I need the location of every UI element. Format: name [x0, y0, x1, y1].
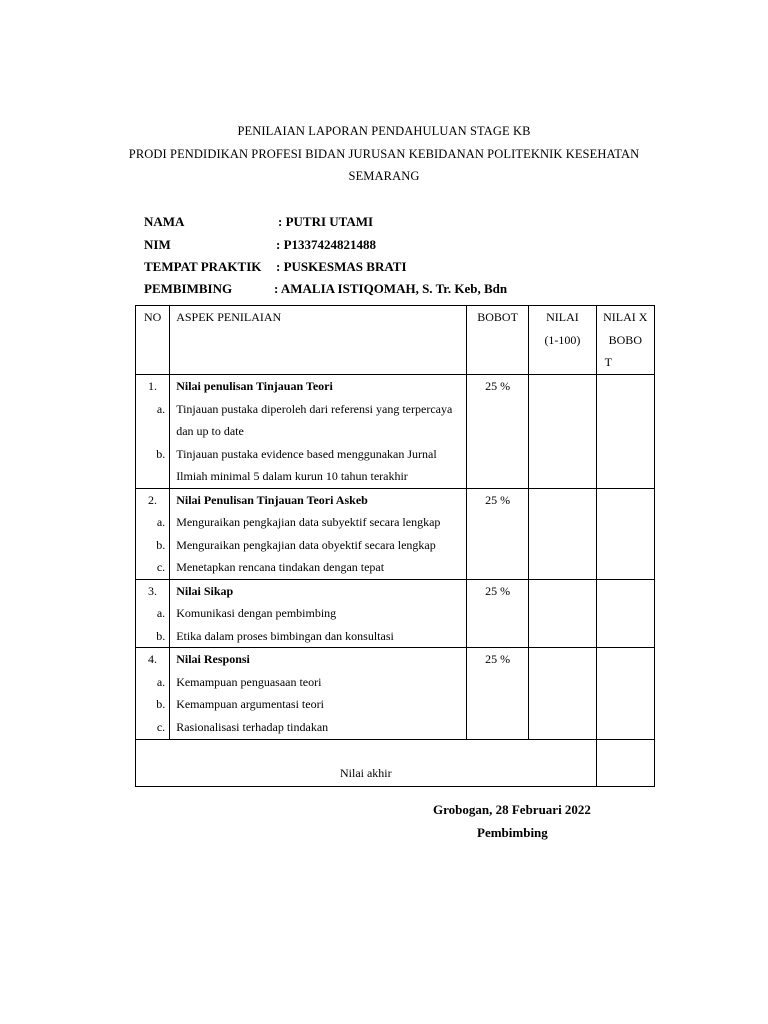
- section-nilai-cell[interactable]: [529, 648, 596, 740]
- section-no-cell: [136, 488, 170, 579]
- item-letter: b.: [156, 628, 166, 643]
- final-score-row: [136, 740, 655, 787]
- item-letter: a.: [156, 606, 166, 620]
- item-letter: a.: [156, 515, 166, 529]
- section-aspek-cell: [170, 579, 467, 648]
- section-title: Nilai penulisan Tinjauan Teori: [176, 379, 333, 393]
- section-nilai-x-bobot-cell[interactable]: [596, 579, 654, 648]
- item-text: Tinjauan pustaka evidence based menggunakan Jurnal: [176, 446, 437, 461]
- header-no: NO: [136, 306, 170, 375]
- final-score-label: Nilai akhir: [136, 740, 597, 787]
- item-text: Kemampuan penguasaan teori: [176, 674, 322, 689]
- section-title: Nilai Penulisan Tinjauan Teori Askeb: [176, 492, 368, 507]
- item-letter: b.: [156, 697, 166, 711]
- document-title: PENILAIAN LAPORAN PENDAHULUAN STAGE KB: [237, 124, 531, 138]
- section-nilai-cell[interactable]: [529, 579, 596, 648]
- section-no-cell: [136, 375, 170, 489]
- item-letter: [136, 420, 169, 443]
- section-title: Nilai Sikap: [176, 583, 234, 598]
- table-row: [136, 648, 655, 740]
- header-nx-line2: BOBO: [608, 332, 642, 347]
- item-letter: a.: [156, 401, 166, 416]
- item-text: Tinjauan pustaka diperoleh dari referensi yang terpercaya: [176, 401, 453, 416]
- section-number: 1.: [148, 379, 157, 393]
- signature-place-date: Grobogan, 28 Februari 2022: [433, 802, 591, 817]
- table-row: [136, 579, 655, 648]
- final-score-cell[interactable]: [596, 740, 654, 787]
- item-text: Ilmiah minimal 5 dalam kurun 10 tahun terakhir: [176, 469, 408, 483]
- item-text: Rasionalisasi terhadap tindakan: [176, 719, 329, 734]
- document-subtitle: PRODI PENDIDIKAN PROFESI BIDAN JURUSAN KEBIDANAN POLITEKNIK KESEHATAN: [128, 147, 640, 161]
- item-text: Menetapkan rencana tindakan dengan tepat: [176, 560, 385, 574]
- header-bobot: BOBOT: [466, 306, 528, 375]
- nama-label: NAMA: [144, 214, 185, 229]
- section-nilai-cell[interactable]: [529, 375, 596, 489]
- table-row: [136, 488, 655, 579]
- item-text: dan up to date: [176, 424, 244, 438]
- section-aspek-cell: [170, 375, 467, 489]
- document-subtitle-city: SEMARANG: [348, 169, 420, 183]
- header-aspek: ASPEK PENILAIAN: [170, 306, 467, 375]
- section-bobot: 25 %: [466, 488, 528, 579]
- header-nx-line3: T: [604, 355, 612, 369]
- item-text: Kemampuan argumentasi teori: [176, 697, 324, 711]
- assessment-table: [135, 305, 655, 787]
- nim-label: NIM: [144, 237, 171, 252]
- item-letter: b.: [156, 537, 166, 552]
- header-nx-line1: NILAI X: [603, 310, 648, 324]
- item-letter: [136, 465, 169, 488]
- tempat-value: : PUSKESMAS BRATI: [276, 259, 407, 274]
- table-row: [136, 375, 655, 489]
- section-no-cell: [136, 579, 170, 648]
- item-letter: c.: [156, 719, 166, 734]
- section-number: 3.: [148, 583, 157, 598]
- section-nilai-x-bobot-cell[interactable]: [596, 488, 654, 579]
- nim-value: : P1337424821488: [276, 237, 377, 252]
- item-letter: b.: [156, 446, 166, 461]
- section-bobot: 25 %: [466, 579, 528, 648]
- section-number: 2.: [148, 492, 157, 507]
- header-nilai-line2: (1-100): [544, 332, 581, 347]
- section-nilai-x-bobot-cell[interactable]: [596, 375, 654, 489]
- header-nilai-x-bobot: [596, 306, 654, 375]
- header-nilai-line1: NILAI: [546, 310, 579, 324]
- tempat-label: TEMPAT PRAKTIK: [144, 259, 262, 274]
- section-nilai-x-bobot-cell[interactable]: [596, 648, 654, 740]
- section-title: Nilai Responsi: [176, 652, 250, 666]
- section-bobot: 25 %: [466, 648, 528, 740]
- nama-value: : PUTRI UTAMI: [278, 214, 374, 229]
- item-text: Komunikasi dengan pembimbing: [176, 606, 337, 620]
- section-aspek-cell: [170, 648, 467, 740]
- section-no-cell: [136, 648, 170, 740]
- table-header-row: [136, 306, 655, 375]
- item-letter: a.: [156, 674, 166, 689]
- section-number: 4.: [148, 652, 157, 666]
- pembimbing-value: : AMALIA ISTIQOMAH, S. Tr. Keb, Bdn: [274, 281, 508, 296]
- header-nilai: [529, 306, 596, 375]
- item-text: Menguraikan pengkajian data subyektif secara lengkap: [176, 515, 441, 529]
- item-letter: c.: [156, 560, 166, 574]
- pembimbing-label: PEMBIMBING: [144, 281, 233, 296]
- signature-role: Pembimbing: [477, 825, 548, 840]
- item-text: Etika dalam proses bimbingan dan konsultasi: [176, 628, 394, 643]
- item-text: Menguraikan pengkajian data obyektif secara lengkap: [176, 537, 436, 552]
- section-aspek-cell: [170, 488, 467, 579]
- section-bobot: 25 %: [466, 375, 528, 489]
- section-nilai-cell[interactable]: [529, 488, 596, 579]
